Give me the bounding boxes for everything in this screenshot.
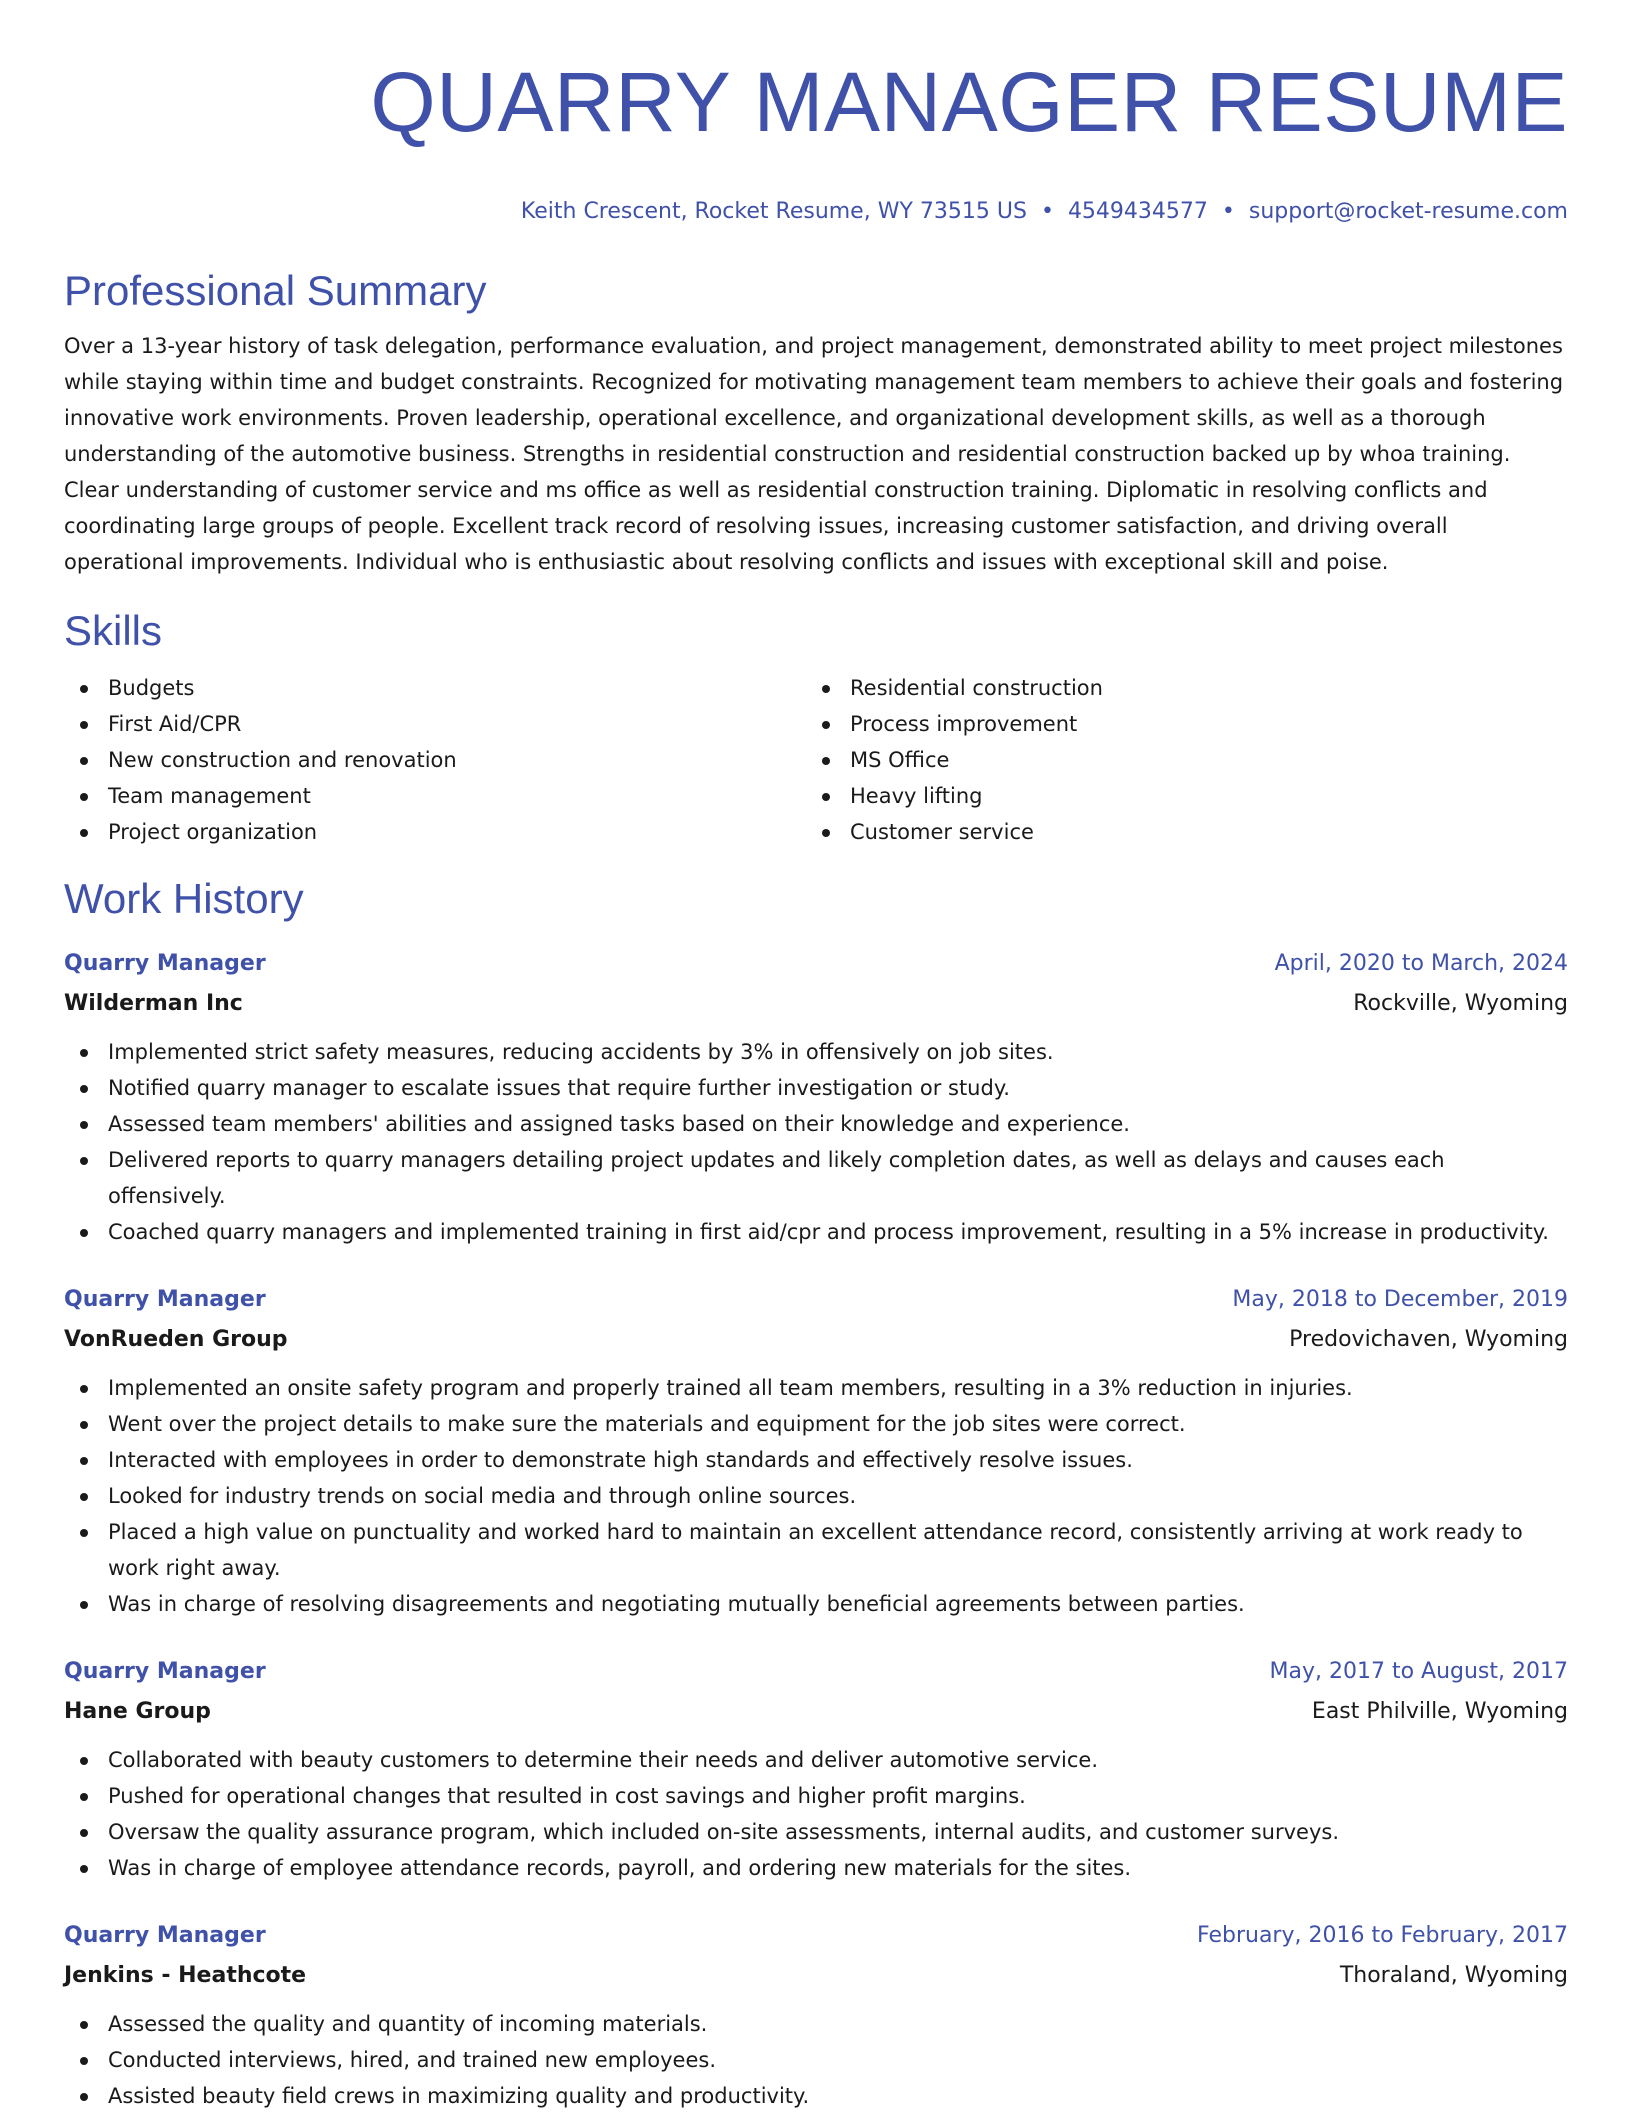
- skill-item: Customer service: [806, 814, 1548, 850]
- duty-item: Was in charge of resolving disagreements and negotiating mutually beneficial agreements between parties.: [64, 1586, 1568, 1622]
- job-company-row: [64, 1956, 1568, 1996]
- duty-item: Interacted with employees in order to demonstrate high standards and effectively resolve issues.: [64, 1442, 1568, 1478]
- skill-item: First Aid/CPR: [64, 706, 806, 742]
- job-title-row: [64, 1652, 1568, 1692]
- duty-item: Assisted beauty field crews in maximizing quality and productivity.: [64, 2078, 1568, 2114]
- job-company: Wilderman Inc: [64, 991, 243, 1016]
- job-entry: [64, 1652, 1568, 1886]
- duty-item: Implemented strict safety measures, reducing accidents by 3% in offensively on job sites.: [64, 1034, 1568, 1070]
- duty-item: Pushed for operational changes that resulted in cost savings and higher profit margins.: [64, 1778, 1568, 1814]
- contact-email: support@rocket-resume.com: [1248, 199, 1568, 224]
- skill-item: MS Office: [806, 742, 1548, 778]
- skill-item: Project organization: [64, 814, 806, 850]
- contact-line: [64, 198, 1568, 226]
- job-title: Quarry Manager: [64, 1287, 266, 1312]
- duty-item: Assessed team members' abilities and assigned tasks based on their knowledge and experience.: [64, 1106, 1568, 1142]
- resume-title: QUARRY MANAGER RESUME: [370, 55, 1568, 149]
- job-location: East Philville, Wyoming: [1311, 1699, 1568, 1724]
- job-entry: [64, 1916, 1568, 2114]
- work-history-heading: Work History: [64, 875, 304, 922]
- job-entry: [64, 1280, 1568, 1622]
- duty-item: Looked for industry trends on social media and through online sources.: [64, 1478, 1568, 1514]
- duty-item: Collaborated with beauty customers to determine their needs and deliver automotive service.: [64, 1742, 1568, 1778]
- job-location: Predovichaven, Wyoming: [1289, 1327, 1568, 1352]
- skills-column-left: [64, 670, 806, 850]
- job-duties: [64, 1370, 1568, 1622]
- job-location: Rockville, Wyoming: [1353, 991, 1568, 1016]
- job-company: Jenkins - Heathcote: [64, 1963, 307, 1988]
- duty-item: Coached quarry managers and implemented training in first aid/cpr and process improvement, resulting in a 5% increase in productivity.: [64, 1214, 1568, 1250]
- job-title: Quarry Manager: [64, 1923, 266, 1948]
- job-company-row: [64, 984, 1568, 1024]
- skill-item: Team management: [64, 778, 806, 814]
- job-location: Thoraland, Wyoming: [1339, 1963, 1568, 1988]
- summary-heading: Professional Summary: [64, 267, 487, 314]
- job-duties: [64, 1742, 1568, 1886]
- duty-item: Went over the project details to make sure the materials and equipment for the job sites were correct.: [64, 1406, 1568, 1442]
- skill-item: Heavy lifting: [806, 778, 1548, 814]
- duty-item: Implemented an onsite safety program and properly trained all team members, resulting in a 3% reduction in injuries.: [64, 1370, 1568, 1406]
- skill-item: Process improvement: [806, 706, 1548, 742]
- duty-item: Placed a high value on punctuality and worked hard to maintain an excellent attendance record, consistently arriving at work ready to work right away.: [64, 1514, 1568, 1586]
- summary-text: Over a 13-year history of task delegation, performance evaluation, and project management, demonstrated ability to meet project milestones while staying within time and budget constraints. Recognized for motivating management team members to achieve their goals and fostering innovative work environments. Proven leadership, operational excellence, and organizational development skills, as well as a thorough understanding of the automotive business. Strengths in residential construction and residential construction backed up by whoa training. Clear understanding of customer service and ms office as well as residential construction training. Diplomatic in resolving conflicts and coordinating large groups of people. Excellent track record of resolving issues, increasing customer satisfaction, and driving overall operational improvements. Individual who is enthusiastic about resolving conflicts and issues with exceptional skill and poise.: [64, 334, 1564, 574]
- job-dates: May, 2018 to December, 2019: [1232, 1287, 1568, 1312]
- duty-item: Assessed the quality and quantity of incoming materials.: [64, 2006, 1568, 2042]
- duty-item: Was in charge of employee attendance records, payroll, and ordering new materials for the sites.: [64, 1850, 1568, 1886]
- duty-item: Conducted interviews, hired, and trained new employees.: [64, 2042, 1568, 2078]
- job-title-row: [64, 944, 1568, 984]
- duty-item: Oversaw the quality assurance program, which included on-site assessments, internal audits, and customer surveys.: [64, 1814, 1568, 1850]
- job-dates: May, 2017 to August, 2017: [1269, 1659, 1568, 1684]
- skills-heading: Skills: [64, 607, 163, 654]
- contact-address: Keith Crescent, Rocket Resume, WY 73515 US: [520, 199, 1027, 224]
- contact-separator: •: [1040, 199, 1054, 224]
- job-title: Quarry Manager: [64, 951, 266, 976]
- resume-header: [64, 0, 1568, 226]
- duty-item: Notified quarry manager to escalate issues that require further investigation or study.: [64, 1070, 1568, 1106]
- job-duties: [64, 2006, 1568, 2114]
- job-title: Quarry Manager: [64, 1659, 266, 1684]
- skills-column-right: [806, 670, 1548, 850]
- job-dates: February, 2016 to February, 2017: [1197, 1923, 1568, 1948]
- contact-separator: •: [1221, 199, 1235, 224]
- skill-item: Residential construction: [806, 670, 1548, 706]
- job-company: Hane Group: [64, 1699, 211, 1724]
- job-title-row: [64, 1916, 1568, 1956]
- job-company: VonRueden Group: [64, 1327, 288, 1352]
- duty-item: Delivered reports to quarry managers detailing project updates and likely completion dates, as well as delays and causes each offensively.: [64, 1142, 1568, 1214]
- skill-item: Budgets: [64, 670, 806, 706]
- contact-phone: 4549434577: [1067, 199, 1208, 224]
- skill-item: New construction and renovation: [64, 742, 806, 778]
- job-company-row: [64, 1692, 1568, 1732]
- skills-list: [64, 670, 1568, 850]
- job-duties: [64, 1034, 1568, 1250]
- job-entry: [64, 944, 1568, 1250]
- job-company-row: [64, 1320, 1568, 1360]
- job-title-row: [64, 1280, 1568, 1320]
- job-dates: April, 2020 to March, 2024: [1274, 951, 1568, 976]
